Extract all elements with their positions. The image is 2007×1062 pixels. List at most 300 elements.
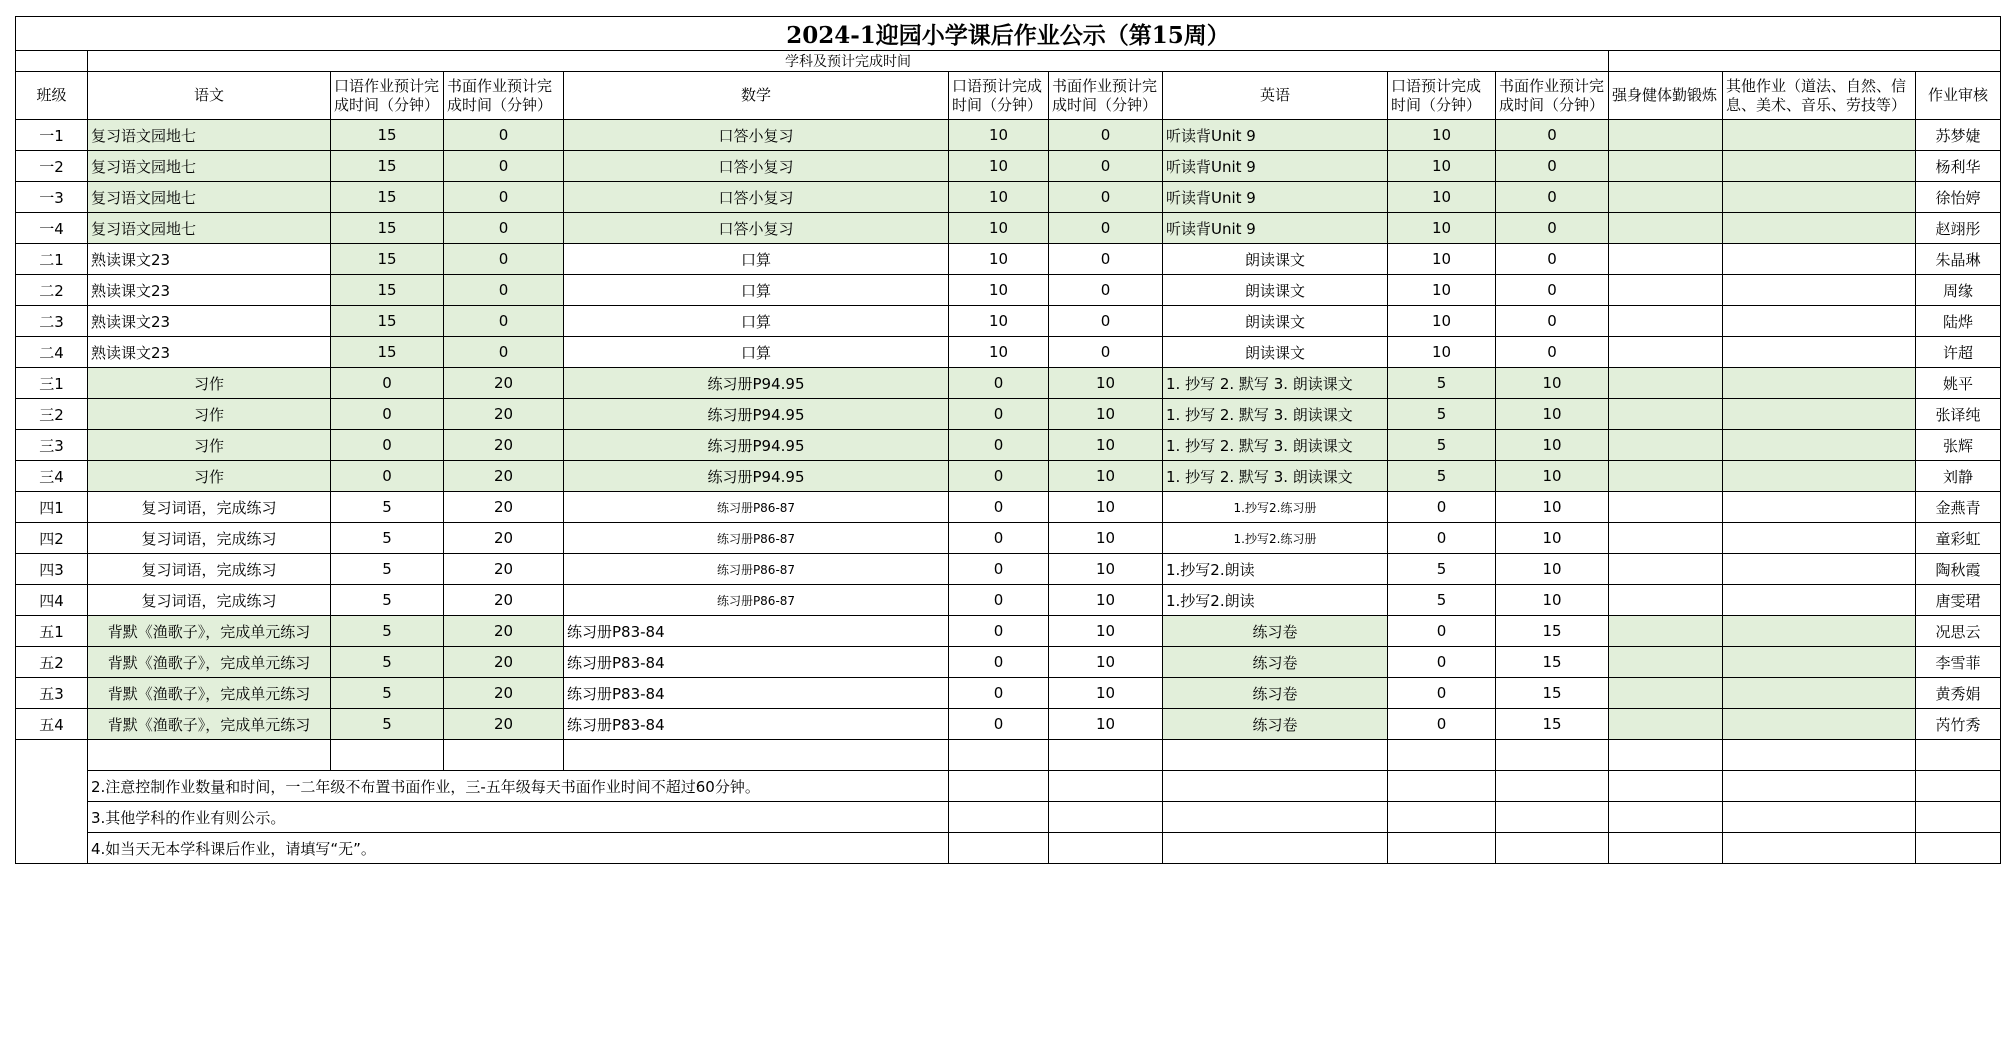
reviewer-cell: 杨利华 (1916, 151, 2001, 182)
math-cell: 练习册P86-87 (564, 492, 949, 523)
english-oral-cell: 5 (1388, 554, 1496, 585)
note-row (16, 833, 2001, 864)
class-cell: 二4 (16, 337, 88, 368)
math-written-cell: 0 (1049, 244, 1163, 275)
other-cell (1723, 213, 1916, 244)
class-cell: 五3 (16, 678, 88, 709)
math-written-cell: 10 (1049, 368, 1163, 399)
english-cell: 朗读课文 (1163, 244, 1388, 275)
page-title: 2024-1迎园小学课后作业公示（第15周） (16, 17, 2001, 51)
other-cell (1723, 492, 1916, 523)
reviewer-cell: 芮竹秀 (1916, 709, 2001, 740)
chinese-oral-cell: 5 (331, 647, 444, 678)
table-row (16, 461, 2001, 492)
chinese-cell: 复习语文园地七 (88, 182, 331, 213)
table-row (16, 275, 2001, 306)
english-oral-cell: 5 (1388, 461, 1496, 492)
math-cell: 练习册P83-84 (564, 709, 949, 740)
english-written-cell: 10 (1496, 399, 1609, 430)
math-cell: 口答小复习 (564, 151, 949, 182)
chinese-cell: 背默《渔歌子》，完成单元练习 (88, 616, 331, 647)
english-cell: 朗读课文 (1163, 337, 1388, 368)
math-written-cell: 0 (1049, 120, 1163, 151)
header-math: 数学 (564, 72, 949, 120)
table-row (16, 492, 2001, 523)
chinese-oral-cell: 15 (331, 275, 444, 306)
reviewer-cell: 张译纯 (1916, 399, 2001, 430)
english-oral-cell: 10 (1388, 151, 1496, 182)
table-row (16, 213, 2001, 244)
pe-cell (1609, 275, 1723, 306)
chinese-cell: 背默《渔歌子》，完成单元练习 (88, 709, 331, 740)
english-written-cell: 0 (1496, 337, 1609, 368)
english-written-cell: 0 (1496, 213, 1609, 244)
pe-cell (1609, 368, 1723, 399)
table-row (16, 430, 2001, 461)
class-cell: 一3 (16, 182, 88, 213)
math-oral-cell: 0 (949, 554, 1049, 585)
other-cell (1723, 430, 1916, 461)
header-written-time: 书面作业预计完成时间（分钟） (444, 72, 564, 120)
math-written-cell: 10 (1049, 554, 1163, 585)
table-row (16, 182, 2001, 213)
english-written-cell: 0 (1496, 120, 1609, 151)
homework-table (15, 16, 2001, 864)
math-cell: 口答小复习 (564, 182, 949, 213)
header-class: 班级 (16, 72, 88, 120)
chinese-written-cell: 20 (444, 368, 564, 399)
english-written-cell: 10 (1496, 430, 1609, 461)
english-written-cell: 0 (1496, 182, 1609, 213)
math-written-cell: 10 (1049, 399, 1163, 430)
chinese-written-cell: 0 (444, 213, 564, 244)
pe-cell (1609, 554, 1723, 585)
math-oral-cell: 10 (949, 275, 1049, 306)
english-cell: 练习卷 (1163, 678, 1388, 709)
reviewer-cell: 许超 (1916, 337, 2001, 368)
table-row (16, 554, 2001, 585)
class-cell: 一4 (16, 213, 88, 244)
chinese-cell: 复习语文园地七 (88, 151, 331, 182)
class-cell: 四1 (16, 492, 88, 523)
other-cell (1723, 151, 1916, 182)
table-row (16, 337, 2001, 368)
header-other: 其他作业（道法、自然、信息、美术、音乐、劳技等） (1723, 72, 1916, 120)
chinese-written-cell: 0 (444, 337, 564, 368)
chinese-cell: 复习语文园地七 (88, 120, 331, 151)
chinese-cell: 熟读课文23 (88, 275, 331, 306)
class-cell: 一1 (16, 120, 88, 151)
english-cell: 练习卷 (1163, 647, 1388, 678)
english-written-cell: 15 (1496, 647, 1609, 678)
chinese-written-cell: 0 (444, 120, 564, 151)
english-written-cell: 10 (1496, 492, 1609, 523)
header-english: 英语 (1163, 72, 1388, 120)
reviewer-cell: 刘静 (1916, 461, 2001, 492)
english-cell: 1.抄写2.朗读 (1163, 554, 1388, 585)
subheader: 学科及预计完成时间 (88, 51, 1609, 72)
chinese-oral-cell: 5 (331, 492, 444, 523)
class-cell: 五2 (16, 647, 88, 678)
other-cell (1723, 585, 1916, 616)
chinese-written-cell: 20 (444, 678, 564, 709)
class-cell: 三3 (16, 430, 88, 461)
chinese-written-cell: 20 (444, 523, 564, 554)
pe-cell (1609, 399, 1723, 430)
chinese-cell: 习作 (88, 368, 331, 399)
math-written-cell: 10 (1049, 585, 1163, 616)
english-cell: 朗读课文 (1163, 306, 1388, 337)
pe-cell (1609, 461, 1723, 492)
english-cell: 1.抄写2.练习册 (1163, 523, 1388, 554)
chinese-written-cell: 20 (444, 461, 564, 492)
chinese-cell: 熟读课文23 (88, 337, 331, 368)
math-oral-cell: 0 (949, 678, 1049, 709)
chinese-oral-cell: 15 (331, 182, 444, 213)
note-row (16, 771, 2001, 802)
chinese-oral-cell: 5 (331, 554, 444, 585)
header-english-written-time: 书面作业预计完成时间（分钟） (1496, 72, 1609, 120)
math-cell: 练习册P94.95 (564, 461, 949, 492)
chinese-written-cell: 20 (444, 554, 564, 585)
math-written-cell: 0 (1049, 275, 1163, 306)
pe-cell (1609, 616, 1723, 647)
reviewer-cell: 周缘 (1916, 275, 2001, 306)
class-cell: 三4 (16, 461, 88, 492)
table-row (16, 709, 2001, 740)
english-oral-cell: 5 (1388, 399, 1496, 430)
header-oral-time: 口语作业预计完成时间（分钟） (331, 72, 444, 120)
math-written-cell: 10 (1049, 678, 1163, 709)
english-oral-cell: 0 (1388, 616, 1496, 647)
math-oral-cell: 10 (949, 306, 1049, 337)
reviewer-cell: 朱晶琳 (1916, 244, 2001, 275)
chinese-cell: 复习词语，完成练习 (88, 585, 331, 616)
english-written-cell: 0 (1496, 306, 1609, 337)
math-cell: 练习册P86-87 (564, 585, 949, 616)
chinese-oral-cell: 5 (331, 523, 444, 554)
note-row (16, 740, 2001, 771)
class-cell: 三2 (16, 399, 88, 430)
math-cell: 口算 (564, 306, 949, 337)
math-cell: 练习册P83-84 (564, 647, 949, 678)
math-written-cell: 10 (1049, 461, 1163, 492)
english-oral-cell: 5 (1388, 368, 1496, 399)
chinese-written-cell: 20 (444, 399, 564, 430)
other-cell (1723, 182, 1916, 213)
other-cell (1723, 275, 1916, 306)
math-written-cell: 0 (1049, 213, 1163, 244)
table-row (16, 151, 2001, 182)
math-oral-cell: 0 (949, 399, 1049, 430)
table-row (16, 616, 2001, 647)
header-chinese: 语文 (88, 72, 331, 120)
other-cell (1723, 461, 1916, 492)
english-written-cell: 0 (1496, 275, 1609, 306)
chinese-written-cell: 20 (444, 709, 564, 740)
math-oral-cell: 10 (949, 151, 1049, 182)
reviewer-cell: 徐怡婷 (1916, 182, 2001, 213)
english-written-cell: 10 (1496, 523, 1609, 554)
math-cell: 口算 (564, 244, 949, 275)
math-cell: 口算 (564, 275, 949, 306)
english-oral-cell: 10 (1388, 337, 1496, 368)
other-cell (1723, 368, 1916, 399)
english-oral-cell: 10 (1388, 182, 1496, 213)
chinese-written-cell: 0 (444, 306, 564, 337)
reviewer-cell: 姚平 (1916, 368, 2001, 399)
english-cell: 朗读课文 (1163, 275, 1388, 306)
math-cell: 口算 (564, 337, 949, 368)
other-cell (1723, 678, 1916, 709)
table-row (16, 120, 2001, 151)
math-cell: 练习册P86-87 (564, 554, 949, 585)
pe-cell (1609, 430, 1723, 461)
math-oral-cell: 0 (949, 368, 1049, 399)
chinese-written-cell: 0 (444, 275, 564, 306)
pe-cell (1609, 151, 1723, 182)
english-cell: 听读背Unit 9 (1163, 182, 1388, 213)
header-review: 作业审核 (1916, 72, 2001, 120)
chinese-written-cell: 0 (444, 182, 564, 213)
math-oral-cell: 10 (949, 120, 1049, 151)
chinese-cell: 复习词语，完成练习 (88, 554, 331, 585)
math-written-cell: 10 (1049, 647, 1163, 678)
chinese-written-cell: 20 (444, 616, 564, 647)
english-written-cell: 15 (1496, 678, 1609, 709)
english-oral-cell: 5 (1388, 430, 1496, 461)
math-cell: 口答小复习 (564, 213, 949, 244)
reviewer-cell: 苏梦婕 (1916, 120, 2001, 151)
pe-cell (1609, 647, 1723, 678)
chinese-written-cell: 0 (444, 151, 564, 182)
reviewer-cell: 况思云 (1916, 616, 2001, 647)
note-text: 3.其他学科的作业有则公示。 (88, 802, 949, 833)
math-oral-cell: 0 (949, 523, 1049, 554)
math-oral-cell: 10 (949, 213, 1049, 244)
other-cell (1723, 337, 1916, 368)
pe-cell (1609, 492, 1723, 523)
note-row (16, 802, 2001, 833)
math-cell: 练习册P86-87 (564, 523, 949, 554)
english-cell: 1.抄写2.朗读 (1163, 585, 1388, 616)
other-cell (1723, 399, 1916, 430)
english-oral-cell: 0 (1388, 647, 1496, 678)
math-oral-cell: 0 (949, 461, 1049, 492)
other-cell (1723, 616, 1916, 647)
other-cell (1723, 306, 1916, 337)
table-row (16, 585, 2001, 616)
chinese-oral-cell: 15 (331, 244, 444, 275)
chinese-oral-cell: 15 (331, 213, 444, 244)
english-oral-cell: 0 (1388, 492, 1496, 523)
class-cell: 四4 (16, 585, 88, 616)
chinese-cell: 复习词语，完成练习 (88, 523, 331, 554)
table-row (16, 647, 2001, 678)
reviewer-cell: 童彩虹 (1916, 523, 2001, 554)
pe-cell (1609, 709, 1723, 740)
english-cell: 1. 抄写 2. 默写 3. 朗读课文 (1163, 368, 1388, 399)
pe-cell (1609, 306, 1723, 337)
english-written-cell: 15 (1496, 709, 1609, 740)
chinese-oral-cell: 0 (331, 399, 444, 430)
english-oral-cell: 5 (1388, 585, 1496, 616)
table-row (16, 523, 2001, 554)
other-cell (1723, 244, 1916, 275)
chinese-cell: 复习词语，完成练习 (88, 492, 331, 523)
english-cell: 练习卷 (1163, 709, 1388, 740)
english-oral-cell: 0 (1388, 678, 1496, 709)
chinese-oral-cell: 5 (331, 616, 444, 647)
other-cell (1723, 523, 1916, 554)
other-cell (1723, 647, 1916, 678)
english-written-cell: 10 (1496, 461, 1609, 492)
other-cell (1723, 709, 1916, 740)
english-oral-cell: 0 (1388, 523, 1496, 554)
pe-cell (1609, 244, 1723, 275)
math-cell: 练习册P83-84 (564, 678, 949, 709)
english-cell: 1. 抄写 2. 默写 3. 朗读课文 (1163, 430, 1388, 461)
math-oral-cell: 10 (949, 244, 1049, 275)
class-cell: 五4 (16, 709, 88, 740)
header-english-oral-time: 口语预计完成时间（分钟） (1388, 72, 1496, 120)
chinese-oral-cell: 5 (331, 709, 444, 740)
chinese-cell: 熟读课文23 (88, 244, 331, 275)
class-cell: 四3 (16, 554, 88, 585)
chinese-cell: 复习语文园地七 (88, 213, 331, 244)
chinese-oral-cell: 0 (331, 461, 444, 492)
english-written-cell: 10 (1496, 585, 1609, 616)
chinese-written-cell: 20 (444, 430, 564, 461)
reviewer-cell: 唐雯珺 (1916, 585, 2001, 616)
table-row (16, 244, 2001, 275)
chinese-cell: 背默《渔歌子》，完成单元练习 (88, 678, 331, 709)
math-oral-cell: 0 (949, 585, 1049, 616)
chinese-cell: 熟读课文23 (88, 306, 331, 337)
math-oral-cell: 0 (949, 647, 1049, 678)
chinese-written-cell: 20 (444, 647, 564, 678)
pe-cell (1609, 213, 1723, 244)
chinese-oral-cell: 0 (331, 430, 444, 461)
class-cell: 二1 (16, 244, 88, 275)
chinese-oral-cell: 15 (331, 120, 444, 151)
class-cell: 四2 (16, 523, 88, 554)
pe-cell (1609, 182, 1723, 213)
chinese-oral-cell: 0 (331, 368, 444, 399)
other-cell (1723, 120, 1916, 151)
english-cell: 练习卷 (1163, 616, 1388, 647)
class-cell: 一2 (16, 151, 88, 182)
chinese-oral-cell: 15 (331, 306, 444, 337)
table-row (16, 399, 2001, 430)
class-cell: 二2 (16, 275, 88, 306)
chinese-cell: 习作 (88, 399, 331, 430)
math-oral-cell: 10 (949, 182, 1049, 213)
table-row (16, 678, 2001, 709)
chinese-oral-cell: 5 (331, 585, 444, 616)
chinese-written-cell: 20 (444, 492, 564, 523)
note-text: 4.如当天无本学科课后作业，请填写“无”。 (88, 833, 949, 864)
english-cell: 听读背Unit 9 (1163, 120, 1388, 151)
chinese-cell: 习作 (88, 461, 331, 492)
chinese-oral-cell: 15 (331, 337, 444, 368)
chinese-cell: 习作 (88, 430, 331, 461)
math-cell: 练习册P94.95 (564, 368, 949, 399)
math-written-cell: 0 (1049, 306, 1163, 337)
pe-cell (1609, 678, 1723, 709)
reviewer-cell: 赵翊彤 (1916, 213, 2001, 244)
math-written-cell: 10 (1049, 709, 1163, 740)
english-written-cell: 15 (1496, 616, 1609, 647)
english-oral-cell: 10 (1388, 306, 1496, 337)
english-cell: 1. 抄写 2. 默写 3. 朗读课文 (1163, 461, 1388, 492)
math-written-cell: 0 (1049, 182, 1163, 213)
chinese-oral-cell: 15 (331, 151, 444, 182)
math-written-cell: 10 (1049, 523, 1163, 554)
english-cell: 听读背Unit 9 (1163, 151, 1388, 182)
english-oral-cell: 10 (1388, 213, 1496, 244)
class-cell: 五1 (16, 616, 88, 647)
math-cell: 练习册P94.95 (564, 430, 949, 461)
math-written-cell: 0 (1049, 337, 1163, 368)
math-oral-cell: 0 (949, 492, 1049, 523)
class-cell: 三1 (16, 368, 88, 399)
math-written-cell: 10 (1049, 430, 1163, 461)
homework-sheet (15, 16, 2001, 864)
english-oral-cell: 10 (1388, 275, 1496, 306)
pe-cell (1609, 120, 1723, 151)
chinese-written-cell: 0 (444, 244, 564, 275)
english-written-cell: 0 (1496, 151, 1609, 182)
math-oral-cell: 0 (949, 616, 1049, 647)
math-written-cell: 10 (1049, 616, 1163, 647)
english-oral-cell: 10 (1388, 120, 1496, 151)
note-text: 2.注意控制作业数量和时间，一二年级不布置书面作业，三-五年级每天书面作业时间不超过60分钟。 (88, 771, 949, 802)
chinese-cell: 背默《渔歌子》，完成单元练习 (88, 647, 331, 678)
math-written-cell: 10 (1049, 492, 1163, 523)
pe-cell (1609, 523, 1723, 554)
reviewer-cell: 张辉 (1916, 430, 2001, 461)
other-cell (1723, 554, 1916, 585)
header-math-written-time: 书面作业预计完成时间（分钟） (1049, 72, 1163, 120)
math-cell: 练习册P83-84 (564, 616, 949, 647)
reviewer-cell: 陆烨 (1916, 306, 2001, 337)
math-oral-cell: 0 (949, 709, 1049, 740)
reviewer-cell: 黄秀娟 (1916, 678, 2001, 709)
english-oral-cell: 0 (1388, 709, 1496, 740)
math-written-cell: 0 (1049, 151, 1163, 182)
header-math-oral-time: 口语预计完成时间（分钟） (949, 72, 1049, 120)
chinese-oral-cell: 5 (331, 678, 444, 709)
table-row (16, 306, 2001, 337)
class-cell: 二3 (16, 306, 88, 337)
reviewer-cell: 金燕青 (1916, 492, 2001, 523)
english-written-cell: 0 (1496, 244, 1609, 275)
english-written-cell: 10 (1496, 368, 1609, 399)
english-cell: 1. 抄写 2. 默写 3. 朗读课文 (1163, 399, 1388, 430)
english-oral-cell: 10 (1388, 244, 1496, 275)
pe-cell (1609, 337, 1723, 368)
math-cell: 口答小复习 (564, 120, 949, 151)
math-oral-cell: 0 (949, 430, 1049, 461)
english-cell: 1.抄写2.练习册 (1163, 492, 1388, 523)
chinese-written-cell: 20 (444, 585, 564, 616)
pe-cell (1609, 585, 1723, 616)
header-pe: 强身健体勤锻炼 (1609, 72, 1723, 120)
math-cell: 练习册P94.95 (564, 399, 949, 430)
table-row (16, 368, 2001, 399)
english-cell: 听读背Unit 9 (1163, 213, 1388, 244)
